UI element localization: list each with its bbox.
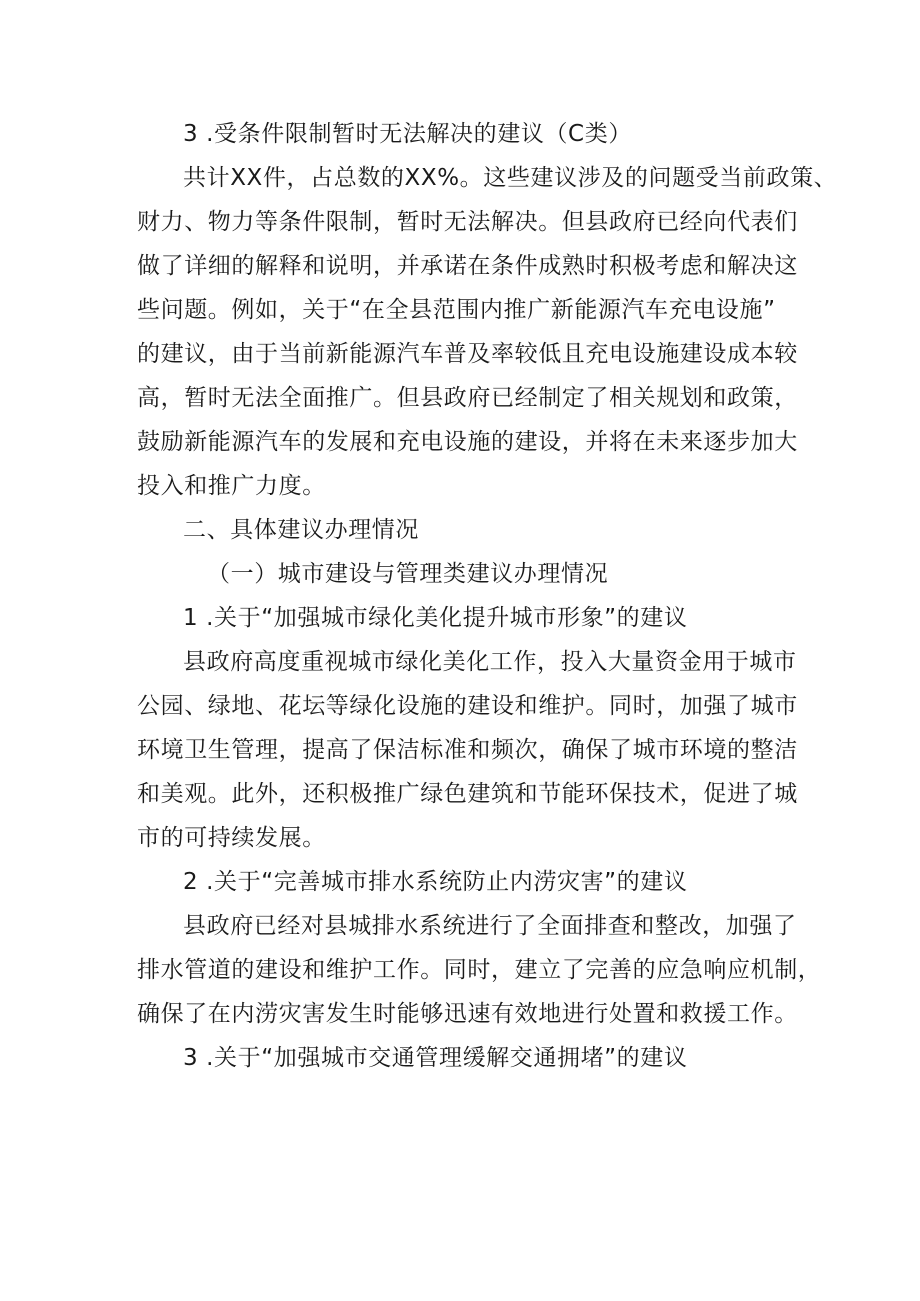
item-heading: 1 .关于“加强城市绿化美化提升城市形象”的建议 <box>183 605 688 631</box>
document-body <box>137 112 838 1080</box>
subsection-heading: （一）城市建设与管理类建议办理情况 <box>207 561 609 587</box>
paragraph-line: 县政府已经对县城排水系统进行了全面排查和整改，加强了 <box>183 913 797 939</box>
heading-c-class: 3 .受条件限制暂时无法解决的建议（C类） <box>183 121 632 147</box>
paragraph-line: 鼓励新能源汽车的发展和充电设施的建设，并将在未来逐步加大 <box>137 429 798 455</box>
paragraph-line: 环境卫生管理，提高了保洁标准和频次，确保了城市环境的整洁 <box>137 737 798 763</box>
item-heading: 2 .关于“完善城市排水系统防止内涝灾害”的建议 <box>183 869 688 895</box>
item-heading: 3 .关于“加强城市交通管理缓解交通拥堵”的建议 <box>183 1045 688 1071</box>
paragraph-line: 排水管道的建设和维护工作。同时，建立了完善的应急响应机制， <box>137 957 822 983</box>
paragraph-line: 些问题。例如，关于“在全县范围内推广新能源汽车充电设施” <box>137 297 776 323</box>
paragraph-line: 共计XX件，占总数的XX%。这些建议涉及的问题受当前政策、 <box>183 165 838 191</box>
paragraph-line: 确保了在内涝灾害发生时能够迅速有效地进行处置和救援工作。 <box>137 1001 798 1027</box>
paragraph-line: 财力、物力等条件限制，暂时无法解决。但县政府已经向代表们 <box>137 209 798 235</box>
paragraph-line: 投入和推广力度。 <box>137 473 326 499</box>
paragraph-line: 做了详细的解释和说明，并承诺在条件成熟时积极考虑和解决这 <box>137 253 798 279</box>
paragraph-line: 和美观。此外，还积极推广绿色建筑和节能环保技术，促进了城 <box>137 781 798 807</box>
paragraph-line: 县政府高度重视城市绿化美化工作，投入大量资金用于城市 <box>183 649 797 675</box>
paragraph-line: 高，暂时无法全面推广。但县政府已经制定了相关规划和政策， <box>137 385 798 411</box>
paragraph-line: 市的可持续发展。 <box>137 825 326 851</box>
section-heading: 二、具体建议办理情况 <box>183 517 419 543</box>
paragraph-line: 的建议，由于当前新能源汽车普及率较低且充电设施建设成本较 <box>137 341 798 367</box>
paragraph-line: 公园、绿地、花坛等绿化设施的建设和维护。同时，加强了城市 <box>137 693 798 719</box>
